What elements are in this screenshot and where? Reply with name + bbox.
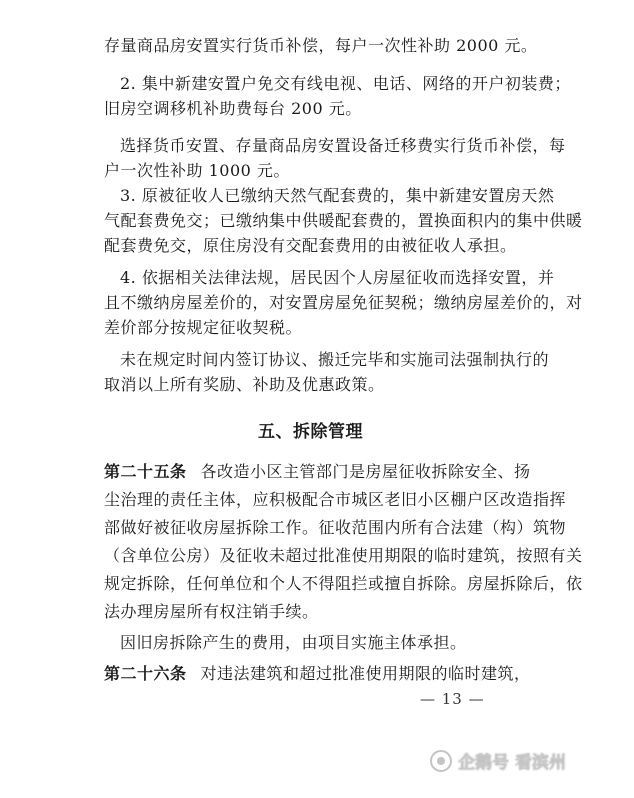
body-line: 气配套费免交；已缴纳集中供暖配套费的，置换面积内的集中供暖	[104, 211, 583, 230]
body-line: 取消以上所有奖励、补助及优惠政策。	[104, 375, 385, 394]
body-line: 户一次性补助 1000 元。	[104, 161, 290, 180]
body-line: 规定拆除，任何单位和个人不得阻拦或擅自拆除。房屋拆除后，依	[104, 574, 583, 593]
watermark-text: 企鹅号 看滨州	[458, 753, 566, 773]
body-line: 配套费免交，原住房没有交配套费用的由被征收人承担。	[104, 236, 517, 255]
article-26-text: 对违法建筑和超过批准使用期限的临时建筑，	[200, 664, 531, 683]
body-line: 存量商品房安置实行货币补偿，每户一次性补助 2000 元。	[104, 36, 538, 55]
watermark	[430, 748, 566, 773]
body-line: （含单位公房）及征收未超过批准使用期限的临时建筑，按照有关	[104, 546, 583, 565]
page-number: — 13 —	[420, 690, 485, 708]
body-line: 未在规定时间内签订协议、搬迁完毕和实施司法强制执行的	[120, 350, 550, 369]
body-line: 旧房空调移机补助费每台 200 元。	[104, 99, 362, 118]
body-line: 因旧房拆除产生的费用，由项目实施主体承担。	[120, 633, 467, 652]
body-line: 3. 原被征收人已缴纳天然气配套费的，集中新建安置房天然	[120, 186, 555, 205]
body-line: 尘治理的责任主体，应积极配合市城区老旧小区棚户区改造指挥	[104, 490, 567, 509]
body-line: 4. 依据相关法律法规，居民因个人房屋征收而选择安置，并	[120, 268, 555, 287]
article-25-text: 各改造小区主管部门是房屋征收拆除安全、扬	[200, 462, 531, 481]
section-heading: 五、拆除管理	[258, 422, 363, 442]
body-line: 法办理房屋所有权注销手续。	[104, 602, 319, 621]
body-line: 选择货币安置、存量商品房安置设备迁移费实行货币补偿，每	[120, 136, 566, 155]
article-25-first-line	[104, 462, 531, 482]
body-line: 差价部分按规定征收契税。	[104, 318, 303, 337]
wechat-channel-logo-icon	[430, 750, 452, 772]
body-line: 2. 集中新建安置户免交有线电视、电话、网络的开户初装费；	[120, 74, 571, 93]
body-line: 且不缴纳房屋差价的，对安置房屋免征契税；缴纳房屋差价的，对	[104, 293, 583, 312]
article-25-label: 第二十五条	[104, 462, 187, 481]
article-26-first-line	[104, 664, 531, 684]
body-line: 部做好被征收房屋拆除工作。征收范围内所有合法建（构）筑物	[104, 518, 567, 537]
article-26-label: 第二十六条	[104, 664, 187, 683]
